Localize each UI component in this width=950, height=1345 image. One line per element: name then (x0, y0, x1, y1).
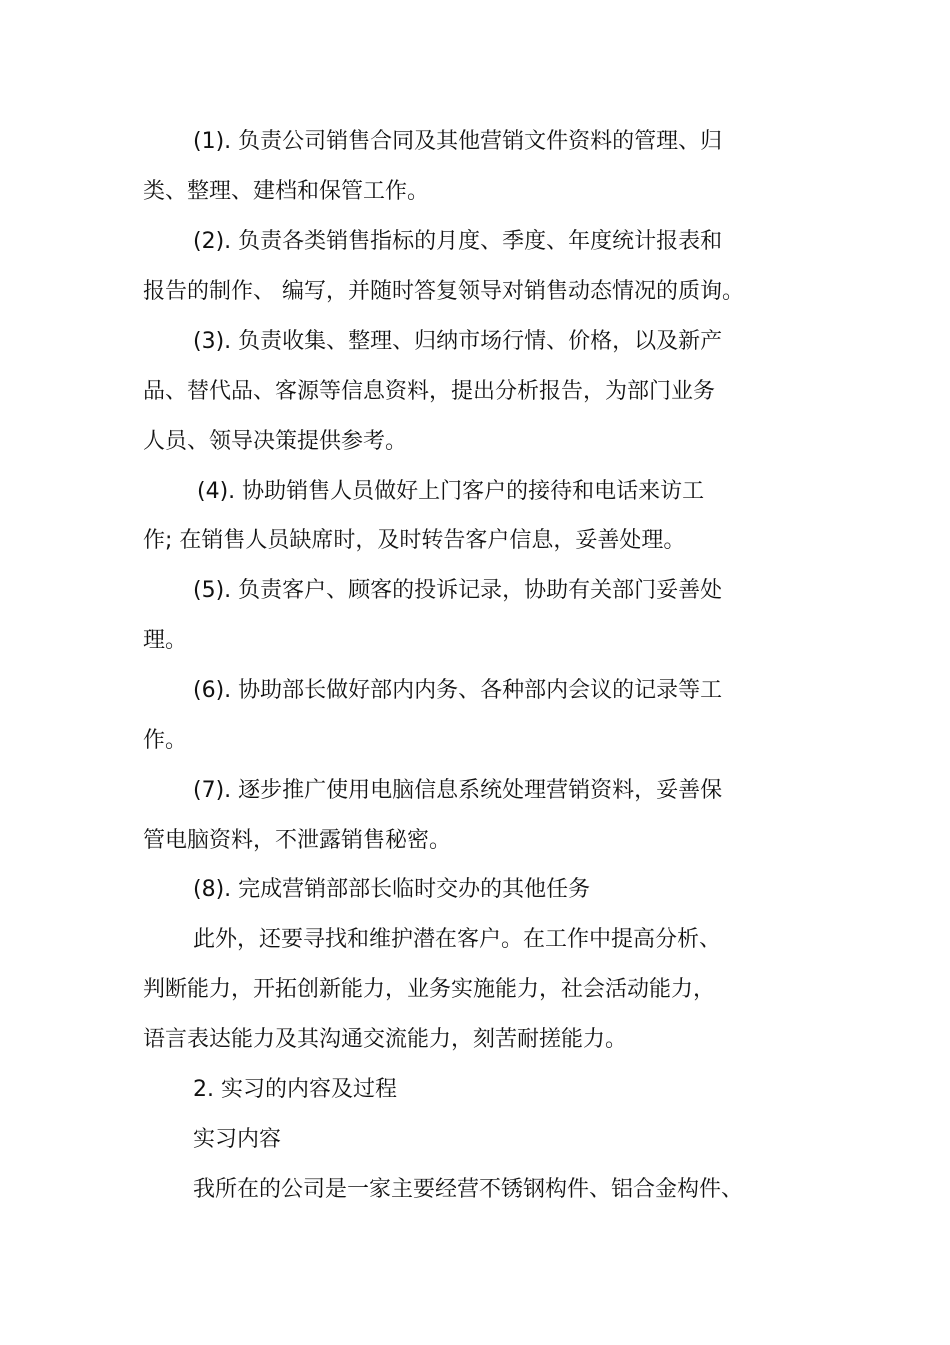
text-line-18: 判断能力，开拓创新能力，业务实施能力，社会活动能力， (143, 977, 716, 1002)
subsection-heading: 实习内容 (193, 1127, 282, 1152)
text-line-7: 人员、领导决策提供参考。 (143, 429, 408, 454)
text-line-2: 类、整理、建档和保管工作。 (143, 179, 430, 204)
text-line-4: 报告的制作、 编写，并随时答复领导对销售动态情况的质询。 (143, 279, 744, 304)
text-line-15: 管电脑资料，不泄露销售秘密。 (143, 828, 452, 853)
text-line-5: (3). 负责收集、整理、归纳市场行情、价格，以及新产 (193, 329, 723, 354)
text-line-6: 品、替代品、客源等信息资料，提出分析报告，为部门业务 (143, 379, 716, 404)
text-line-9: 作; 在销售人员缺席时，及时转告客户信息，妥善处理。 (143, 528, 686, 553)
text-line-12: (6). 协助部长做好部内内务、各种部内会议的记录等工 (193, 678, 723, 703)
text-line-13: 作。 (143, 728, 188, 753)
text-line-19: 语言表达能力及其沟通交流能力，刻苦耐搓能力。 (143, 1027, 628, 1052)
text-line-1: (1). 负责公司销售合同及其他营销文件资料的管理、归 (193, 129, 723, 154)
text-line-22: 我所在的公司是一家主要经营不锈钢构件、铝合金构件、 (193, 1177, 744, 1202)
section-heading: 2. 实习的内容及过程 (193, 1077, 397, 1102)
text-line-16: (8). 完成营销部部长临时交办的其他任务 (193, 877, 591, 902)
text-line-17: 此外，还要寻找和维护潜在客户。在工作中提高分析、 (193, 927, 722, 952)
text-line-14: (7). 逐步推广使用电脑信息系统处理营销资料，妥善保 (193, 778, 723, 803)
text-line-10: (5). 负责客户、顾客的投诉记录，协助有关部门妥善处 (193, 578, 723, 603)
text-line-8: (4). 协助销售人员做好上门客户的接待和电话来访工 (197, 479, 705, 504)
text-line-3: (2). 负责各类销售指标的月度、季度、年度统计报表和 (193, 229, 723, 254)
text-line-11: 理。 (143, 628, 188, 653)
